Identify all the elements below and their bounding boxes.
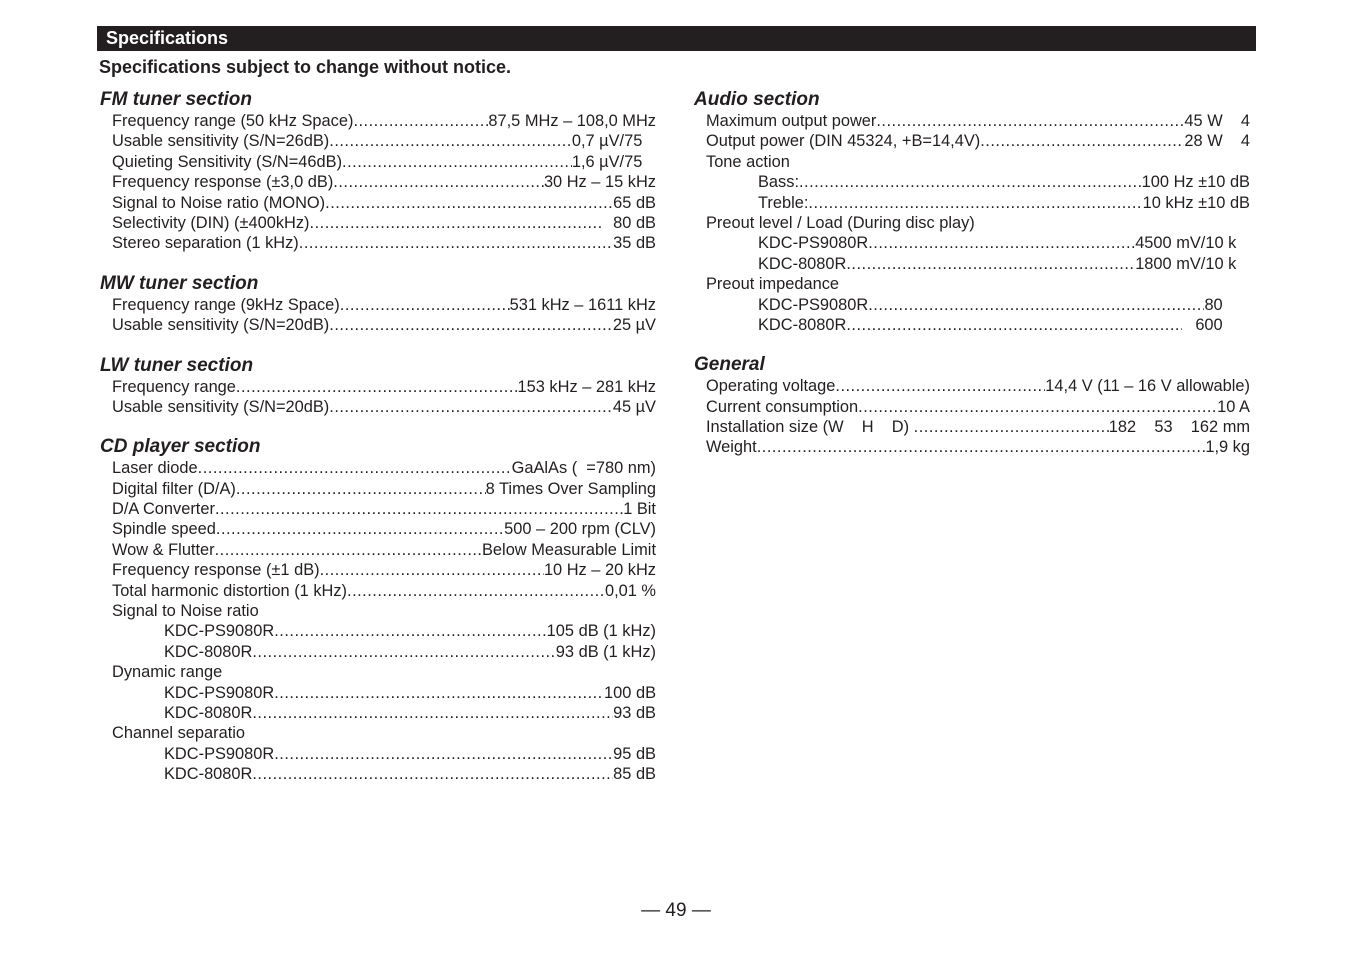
dot-leader: [868, 295, 1204, 315]
spec-label: Usable sensitivity (S/N=20dB): [112, 397, 330, 416]
spec-value: 35 dB: [613, 234, 656, 253]
spec-row: [164, 642, 656, 662]
spec-label: Laser diode: [112, 459, 198, 478]
dot-leader: [198, 458, 512, 478]
spec-label: Stereo separation (1 kHz): [112, 234, 299, 253]
page-number: — 49 —: [641, 900, 711, 921]
audio-section: [694, 89, 1250, 335]
spec-label: Output power (DIN 45324, +B=14,4V): [706, 132, 981, 151]
dot-leader: [347, 581, 605, 601]
spec-row: [112, 152, 656, 172]
dot-leader: [215, 540, 482, 560]
spec-row: [706, 397, 1250, 417]
left-column: [100, 89, 656, 804]
dot-leader: [274, 683, 604, 703]
spec-label: Channel separatio: [112, 724, 246, 743]
spec-value: 45 W 4: [1184, 112, 1250, 130]
cd-player-section: [100, 436, 656, 784]
spec-row: [112, 213, 656, 233]
spec-label: KDC-8080R: [758, 254, 847, 273]
dot-leader: [299, 233, 613, 253]
spec-value: 100 Hz ±10 dB: [1141, 173, 1250, 192]
spec-label: KDC-PS9080R: [164, 683, 275, 702]
spec-group-label: [706, 274, 1250, 294]
spec-value: 10 A: [1217, 397, 1250, 416]
spec-label: KDC-PS9080R: [758, 295, 869, 314]
dot-leader: [320, 560, 544, 580]
spec-value: 30 Hz – 15 kHz: [543, 173, 656, 192]
spec-label: Preout level / Load (During disc play): [706, 213, 975, 232]
spec-value: 531 kHz – 1611 kHz: [509, 295, 656, 314]
spec-value: 600: [1181, 315, 1250, 334]
spec-row: [706, 131, 1250, 151]
spec-value: 105 dB (1 kHz): [546, 622, 656, 641]
section-title: CD player section: [100, 436, 261, 458]
spec-label: Wow & Flutter: [112, 540, 215, 559]
dot-leader: [310, 213, 605, 233]
right-column: [694, 89, 1250, 477]
section-title: General: [694, 354, 765, 376]
spec-row: [758, 254, 1250, 274]
spec-label: Preout impedance: [706, 275, 840, 294]
spec-row: [112, 479, 656, 499]
spec-label: KDC-8080R: [164, 703, 253, 722]
dot-leader: [757, 437, 1206, 457]
dot-leader: [980, 131, 1184, 151]
spec-row: [112, 581, 656, 601]
spec-value: 85 dB: [613, 765, 656, 784]
spec-label: Bass:: [758, 173, 799, 192]
spec-label: Total harmonic distortion (1 kHz): [112, 581, 348, 600]
spec-value: 80 dB: [604, 213, 656, 232]
spec-label: Tone action: [706, 152, 790, 171]
dot-leader: [252, 764, 613, 784]
dot-leader: [274, 621, 546, 641]
dot-leader: [342, 152, 572, 172]
spec-value: 1,6 µV/75: [571, 152, 656, 171]
spec-row: [164, 683, 656, 703]
spec-row: [164, 621, 656, 641]
spec-value: GaAlAs ( =780 nm): [511, 459, 656, 478]
spec-label: Frequency response (±1 dB): [112, 561, 320, 580]
spec-row: [112, 295, 656, 315]
spec-label: KDC-8080R: [758, 315, 847, 334]
spec-row: [112, 458, 656, 478]
spec-row: [112, 172, 656, 192]
dot-leader: [329, 315, 613, 335]
spec-value: 10 Hz – 20 kHz: [543, 561, 656, 580]
spec-row: [112, 193, 656, 213]
spec-value: 93 dB (1 kHz): [555, 642, 656, 661]
spec-label: Operating voltage: [706, 377, 836, 396]
spec-label: Digital filter (D/A): [112, 479, 236, 498]
section-title: FM tuner section: [100, 89, 253, 110]
spec-value: 1800 mV/10 k: [1135, 254, 1250, 273]
notice-text: Specifications subject to change without notice.: [99, 57, 512, 77]
spec-label: Treble:: [758, 193, 809, 212]
spec-label: Frequency range (9kHz Space): [112, 295, 340, 314]
dot-leader: [329, 131, 572, 151]
spec-value: 87,5 MHz – 108,0 MHz: [488, 112, 656, 130]
spec-value: 10 kHz ±10 dB: [1142, 193, 1250, 212]
spec-value: 45 µV: [612, 397, 656, 416]
spec-group-label: [706, 152, 1250, 172]
fm-tuner-section: [100, 89, 656, 254]
dot-leader: [236, 377, 518, 397]
dot-leader: [868, 233, 1135, 253]
spec-value: 1 Bit: [623, 500, 656, 519]
spec-row: [758, 315, 1250, 335]
dot-leader: [876, 111, 1184, 131]
spec-label: Frequency range (50 kHz Space): [112, 112, 354, 130]
spec-row: [706, 417, 1250, 437]
lw-tuner-section: [100, 355, 656, 418]
spec-value: 14,4 V (11 – 16 V allowable): [1045, 377, 1250, 396]
spec-row: [112, 560, 656, 580]
spec-group-label: [112, 723, 656, 743]
spec-value: 4500 mV/10 k: [1135, 234, 1250, 253]
spec-label: Usable sensitivity (S/N=26dB): [112, 132, 330, 151]
dot-leader: [215, 499, 623, 519]
spec-label: Frequency range: [112, 377, 236, 396]
dot-leader: [274, 744, 613, 764]
spec-value: Below Measurable Limit: [482, 540, 656, 559]
spec-label: Selectivity (DIN) (±400kHz): [112, 213, 310, 232]
dot-leader: [329, 397, 613, 417]
spec-label: Current consumption: [706, 397, 859, 416]
spec-value: 1,9 kg: [1205, 438, 1250, 457]
spec-value: 25 µV: [612, 316, 656, 335]
spec-value: 93 dB: [613, 703, 656, 722]
spec-label: Dynamic range: [112, 663, 223, 682]
spec-row: [112, 233, 656, 253]
spec-row: [112, 397, 656, 417]
dot-leader: [808, 193, 1142, 213]
spec-row: [112, 519, 656, 539]
dot-leader: [835, 376, 1045, 396]
spec-label: Weight: [706, 438, 757, 457]
spec-row: [112, 131, 656, 151]
spec-value: 8 Times Over Sampling: [485, 479, 656, 498]
spec-label: KDC-PS9080R: [164, 744, 275, 763]
spec-label: Signal to Noise ratio: [112, 602, 259, 621]
spec-label: D/A Converter: [112, 500, 215, 519]
spec-row: [706, 376, 1250, 396]
spec-row: [758, 295, 1250, 315]
mw-tuner-section: [100, 273, 656, 336]
spec-value: 100 dB: [604, 683, 656, 702]
dot-leader: [252, 642, 555, 662]
spec-label: Usable sensitivity (S/N=20dB): [112, 316, 330, 335]
spec-value: 80: [1204, 295, 1250, 314]
spec-value: 0,01 %: [604, 581, 656, 600]
spec-label: KDC-8080R: [164, 765, 253, 784]
dot-leader: [858, 397, 1217, 417]
dot-leader: [325, 193, 613, 213]
spec-row: [112, 315, 656, 335]
spec-label: Signal to Noise ratio (MONO): [112, 193, 326, 212]
dot-leader: [333, 172, 544, 192]
spec-value: 153 kHz – 281 kHz: [517, 377, 656, 396]
spec-row: [112, 111, 656, 131]
section-title: MW tuner section: [100, 272, 259, 294]
spec-row: [112, 499, 656, 519]
section-title: Audio section: [694, 89, 820, 110]
dot-leader: [799, 172, 1142, 192]
spec-value: 65 dB: [613, 193, 656, 212]
spec-row: [706, 111, 1250, 131]
spec-row: [164, 764, 656, 784]
specifications-header-bar: Specifications: [97, 26, 1256, 51]
dot-leader: [846, 254, 1135, 274]
dot-leader: [216, 519, 504, 539]
spec-value: 0,7 µV/75: [571, 132, 656, 151]
spec-group-label: [112, 662, 656, 682]
spec-value: 500 – 200 rpm (CLV): [504, 520, 656, 539]
spec-label: Frequency response (±3,0 dB): [112, 173, 334, 192]
spec-label: Installation size (W H D): [706, 418, 914, 437]
general-section: [694, 354, 1250, 458]
spec-value: 182 53 162 mm: [1108, 418, 1250, 437]
dot-leader: [846, 315, 1181, 335]
dot-leader: [340, 295, 510, 315]
spec-value: 95 dB: [613, 744, 656, 763]
spec-row: [112, 377, 656, 397]
spec-value: 28 W 4: [1184, 132, 1250, 151]
spec-label: Maximum output power: [706, 112, 877, 130]
spec-label: Spindle speed: [112, 520, 216, 539]
spec-row: [758, 172, 1250, 192]
dot-leader: [353, 111, 488, 131]
spec-label: KDC-PS9080R: [758, 234, 869, 253]
spec-group-label: [112, 601, 656, 621]
section-title: LW tuner section: [100, 354, 254, 376]
dot-leader: [252, 703, 613, 723]
spec-label: Quieting Sensitivity (S/N=46dB): [112, 152, 343, 171]
spec-row: [112, 540, 656, 560]
spec-row: [758, 193, 1250, 213]
spec-label: KDC-PS9080R: [164, 622, 275, 641]
spec-row: [164, 744, 656, 764]
spec-group-label: [706, 213, 1250, 233]
spec-row: [758, 233, 1250, 253]
dot-leader: [236, 479, 486, 499]
spec-row: [164, 703, 656, 723]
dot-leader: [914, 417, 1109, 437]
spec-row: [706, 437, 1250, 457]
spec-label: KDC-8080R: [164, 642, 253, 661]
